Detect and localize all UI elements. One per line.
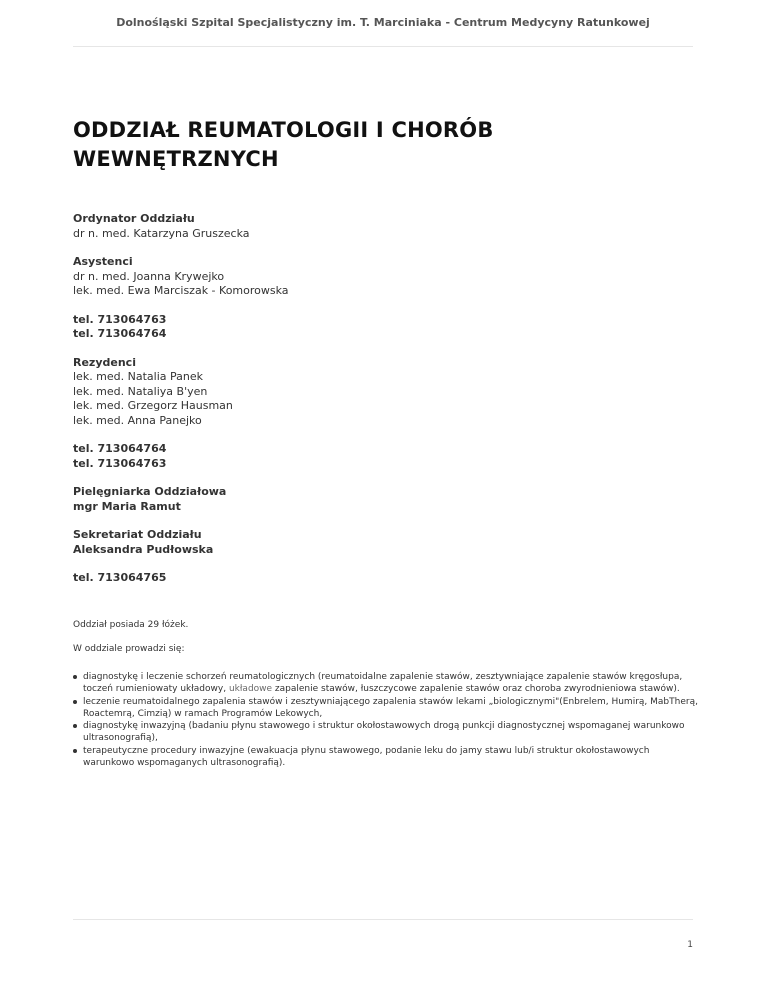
list-item: [73, 745, 703, 770]
residents-phones-block: [73, 442, 673, 471]
service-text: terapeutyczne procedury inwazyjne (ewakuacja płynu stawowego, podanie leku do jamy stawu lub/i struktur okołostawowych warunkowo wspomaganych ultrasonografią).: [83, 745, 650, 769]
resident-name: lek. med. Grzegorz Hausman: [73, 399, 233, 412]
assistants-phones-block: [73, 313, 673, 342]
resident-name: lek. med. Nataliya B'yen: [73, 384, 208, 398]
secretariat-block: [73, 528, 673, 557]
assistant-name: dr n. med. Joanna Krywejko: [73, 269, 225, 283]
service-text-end: zapalenie stawów, łuszczycowe zapalenie stawów oraz choroba zwyrodnieniowa stawów).: [272, 684, 680, 695]
head-doctor-label: Ordynator Oddziału: [73, 212, 195, 225]
services-intro: W oddziale prowadzi się:: [73, 644, 185, 654]
document-header: Dolnośląski Szpital Specjalistyczny im. T. Marciniaka - Centrum Medycyny Ratunkowej: [116, 16, 650, 29]
footer-divider: [73, 919, 693, 920]
residents-label: Rezydenci: [73, 355, 136, 369]
assistants-block: [73, 255, 673, 299]
secretariat-name: Aleksandra Pudłowska: [73, 542, 214, 556]
page-title: ODDZIAŁ REUMATOLOGII I CHORÓB WEWNĘTRZNYCH: [73, 118, 494, 171]
resident-name: lek. med. Natalia Panek: [73, 370, 204, 383]
staff-section: [73, 212, 673, 600]
phone-number: tel. 713064764: [73, 442, 167, 455]
service-highlight: układowe: [228, 684, 273, 695]
phone-number: tel. 713064765: [73, 571, 167, 584]
service-text-start: diagnostykę i leczenie schorzeń reumatologicznych (reumatoidalne zapalenie stawów, zesztywniające zapalenie stawów kręgosłupa, toczeń rumieniowaty układowy,: [83, 672, 683, 695]
head-doctor-block: [73, 212, 673, 241]
nurse-label: Pielęgniarka Oddziałowa: [73, 485, 227, 498]
header-divider: [73, 46, 693, 47]
phone-number: tel. 713064763: [73, 456, 167, 470]
services-list: [73, 671, 703, 769]
assistants-label: Asystenci: [73, 255, 133, 268]
beds-count-text: Oddział posiada 29 łóżek.: [73, 620, 189, 630]
nurse-block: [73, 485, 673, 514]
bullet-icon: [73, 675, 77, 679]
service-text: diagnostykę inwazyjną (badaniu płynu stawowego i struktur okołostawowych drogą punkcji diagnostycznej wspomaganej warunkowo ultrasonografią),: [83, 721, 685, 744]
list-item: [73, 671, 703, 696]
service-text: leczenie reumatoidalnego zapalenia stawów i zesztywniającego zapalenia stawów lekami „biologicznymi"(Enbrelem, Humirą, MabTherą, Roactemrą, Cimzią) w ramach Programów Lekowych,: [83, 696, 698, 719]
nurse-name: mgr Maria Ramut: [73, 499, 181, 513]
bullet-icon: [73, 724, 77, 728]
list-item: [73, 696, 703, 721]
assistant-name: lek. med. Ewa Marciszak - Komorowska: [73, 284, 289, 297]
head-doctor-name: dr n. med. Katarzyna Gruszecka: [73, 226, 250, 240]
secretariat-phone-block: [73, 571, 673, 586]
page-number: 1: [687, 940, 693, 950]
resident-name: lek. med. Anna Panejko: [73, 413, 202, 427]
secretariat-label: Sekretariat Oddziału: [73, 528, 202, 541]
phone-number: tel. 713064763: [73, 312, 167, 326]
phone-number: tel. 713064764: [73, 327, 167, 340]
residents-block: [73, 356, 673, 429]
list-item: [73, 720, 703, 745]
bullet-icon: [73, 749, 77, 753]
bullet-icon: [73, 700, 77, 704]
